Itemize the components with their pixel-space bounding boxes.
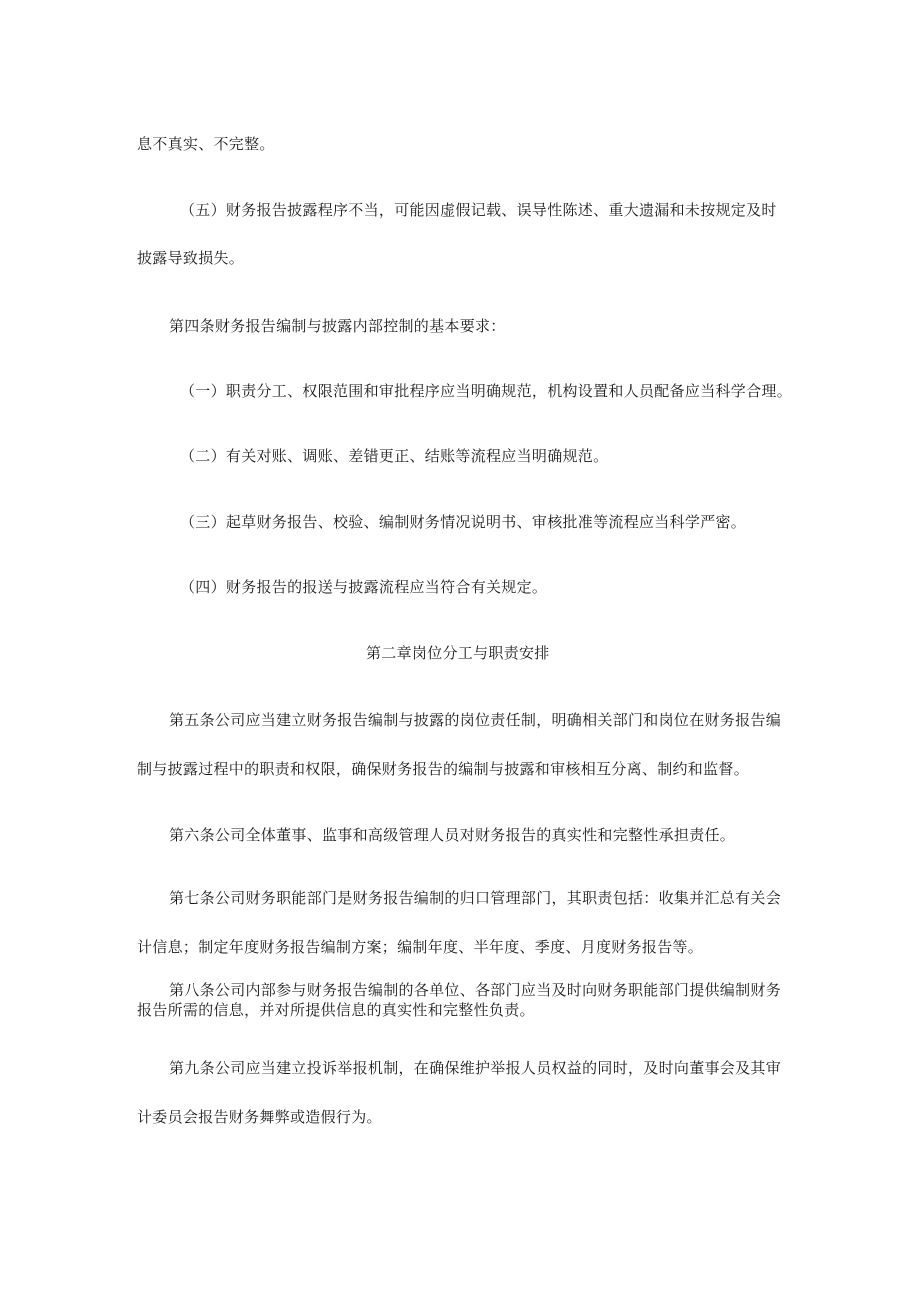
text-line: 第六条公司全体董事、监事和高级管理人员对财务报告的真实性和完整性承担责任。 <box>169 826 736 844</box>
text-line: 报告所需的信息，并对所提供信息的真实性和完整性负责。 <box>137 1001 535 1019</box>
article-heading-line: 第四条财务报告编制与披露内部控制的基本要求： <box>169 317 506 335</box>
list-item-line: （四）财务报告的报送与披露流程应当符合有关规定。 <box>180 578 548 596</box>
text-line: 计委员会报告财务舞弊或造假行为。 <box>137 1108 382 1126</box>
list-item-line: （三）起草财务报告、校验、编制财务情况说明书、审核批准等流程应当科学严密。 <box>180 513 747 531</box>
text-line: 制与披露过程中的职责和权限，确保财务报告的编制与披露和审核相互分离、制约和监督。 <box>137 760 750 778</box>
text-line: 第八条公司内部参与财务报告编制的各单位、各部门应当及时向财务职能部门提供编制财务 <box>169 981 782 999</box>
text-line: 第五条公司应当建立财务报告编制与披露的岗位责任制，明确相关部门和岗位在财务报告编 <box>169 711 782 729</box>
text-line: （五）财务报告披露程序不当，可能因虚假记载、误导性陈述、重大遗漏和未按规定及时 <box>180 201 777 219</box>
chapter-title: 第二章岗位分工与职责安排 <box>366 644 550 662</box>
list-item-line: （二）有关对账、调账、差错更正、结账等流程应当明确规范。 <box>180 447 609 465</box>
text-line: 息不真实、不完整。 <box>137 135 275 153</box>
text-line: 第七条公司财务职能部门是财务报告编制的归口管理部门，其职责包括：收集并汇总有关会 <box>169 889 782 907</box>
text-line: 披露导致损失。 <box>137 249 245 267</box>
text-line: 第九条公司应当建立投诉举报机制，在确保维护举报人员权益的同时，及时向董事会及其审 <box>169 1059 782 1077</box>
list-item-line: （一）职责分工、权限范围和审批程序应当明确规范，机构设置和人员配备应当科学合理。 <box>180 382 793 400</box>
text-line: 计信息；制定年度财务报告编制方案；编制年度、半年度、季度、月度财务报告等。 <box>137 938 704 956</box>
